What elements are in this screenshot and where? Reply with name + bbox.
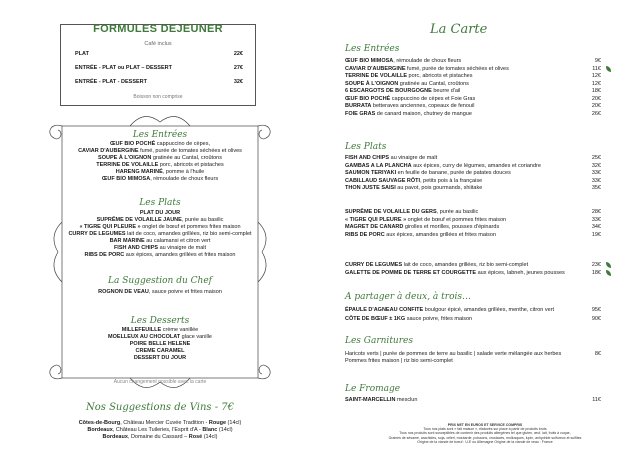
dish-description: fumé, purée de tomates séchées et olives bbox=[405, 65, 509, 72]
dish-description: , rémoulade de choux fleurs bbox=[393, 58, 462, 64]
dish-description: aux épices, labneh, jeunes pousses bbox=[476, 269, 565, 276]
menu-row bbox=[345, 103, 615, 110]
menu-row bbox=[345, 185, 615, 192]
left-plats-list bbox=[40, 210, 280, 259]
list-item: ŒUF BIO POCHÉ cappuccino de cèpes, bbox=[110, 141, 210, 147]
section-title-desserts: Les Desserts bbox=[130, 316, 190, 326]
menu-row bbox=[345, 73, 615, 80]
list-item: Bordeaux, Domaine du Cassard – Rosé (14cl) bbox=[102, 434, 218, 440]
dish-name: GAMBAS A LA PLANCHA bbox=[345, 162, 412, 169]
section-title-entrees: Les Entrées bbox=[345, 44, 400, 54]
list-item: RIBS DE PORC aux épices, amandes grillées et frites maison bbox=[84, 252, 236, 258]
list-item: ŒUF BIO MIMOSA, rémoulade de choux fleurs bbox=[101, 176, 219, 182]
menu-row bbox=[345, 224, 615, 231]
frame-flourish-br bbox=[258, 365, 270, 379]
menu-row bbox=[345, 232, 615, 239]
left-entrees-list bbox=[40, 141, 280, 183]
footer-line: Tous nos plats sont « fait maison », élaborés sur place à partir de produits bruts bbox=[423, 427, 547, 432]
section-title-chef: La Suggestion du Chef bbox=[108, 276, 212, 286]
dish-name: CAVIAR D'AUBERGINE bbox=[345, 65, 406, 72]
footer-line: Graines de sésame, arachides, soja, céleri, moutarde, poissons, crustacés, mollusques, lupin, anhydride sulfureux et sulfites bbox=[388, 435, 582, 440]
dish-price: 12€ bbox=[591, 80, 601, 87]
list-item: HARENG MARINÉ, pomme à l'huile bbox=[115, 169, 205, 175]
dish-name: FOIE GRAS bbox=[345, 110, 376, 117]
dish-price: 33€ bbox=[591, 216, 601, 223]
dish-price: 34€ bbox=[591, 224, 601, 230]
menu-row bbox=[345, 307, 615, 314]
left-desserts-list bbox=[40, 327, 280, 362]
menu-row bbox=[345, 316, 615, 323]
dish-description: de canard maison, chutney de mangue bbox=[375, 110, 472, 117]
formule-row: ENTRÉE - PLAT - DESSERT 32€ bbox=[75, 79, 243, 85]
dish-price: 20€ bbox=[591, 95, 601, 102]
formule-row: ENTRÉE - PLAT ou PLAT – DESSERT 27€ bbox=[75, 65, 243, 71]
dish-description: beurre d'ail bbox=[431, 88, 461, 94]
menu-row bbox=[345, 66, 615, 73]
garnitures-line: Haricots verts | purée de pommes de terre au basilic | salade verte mélangée aux herbes 8€ bbox=[345, 351, 601, 357]
list-item: « TIGRE QUI PLEURE » onglet de bœuf et pommes frites maison bbox=[79, 224, 241, 230]
dish-price: 18€ bbox=[591, 269, 601, 276]
section-title-entrees: Les Entrées bbox=[132, 130, 188, 140]
dish-name: MAGRET DE CANARD bbox=[345, 224, 404, 230]
menu-row bbox=[345, 262, 615, 269]
dish-description: aux épices, amandes grillées et frites maison bbox=[384, 231, 497, 238]
list-item: CURRY DE LEGUMES lait de coco, amandes grillées, riz bio semi-complet bbox=[68, 231, 252, 237]
carte-title: La Carte bbox=[430, 22, 488, 37]
dish-price: 23€ bbox=[591, 262, 601, 268]
section-title-vins: Nos Suggestions de Vins - 7€ bbox=[86, 402, 234, 413]
dish-price: 20€ bbox=[591, 103, 601, 109]
list-item: ROGNON DE VEAU, sauce poivre et frites maison bbox=[98, 289, 222, 295]
menu-row bbox=[345, 96, 615, 103]
footer-line: Origine de la viande de bœuf : U.E ou Allemagne Origine de la viande de veau : France bbox=[417, 439, 553, 444]
dish-name: THON JUSTE SAISI bbox=[345, 185, 396, 191]
menu-row: SAINT-MARCELLIN mesclun 11€ bbox=[345, 397, 601, 403]
section-title-partager: A partager à deux, à trois… bbox=[345, 292, 471, 302]
vegetarian-leaf-icon bbox=[606, 270, 611, 276]
dish-description: boulgour épicé, amandes grillées, menthe, citron vert bbox=[423, 307, 555, 313]
frame-flourish-top bbox=[130, 116, 190, 126]
dish-description: , petits pois à la française bbox=[420, 177, 483, 184]
list-item: Côtes-de-Bourg, Château Mercier Cuvée Tradition - Rouge (14cl) bbox=[78, 420, 242, 426]
dish-name: CÔTE DE BŒUF ± 1KG bbox=[345, 316, 406, 322]
dish-price: 32€ bbox=[591, 162, 601, 169]
dish-description: porc, abricots et pistaches bbox=[407, 73, 473, 79]
dish-name: FISH AND CHIPS bbox=[345, 155, 390, 161]
dish-price: 33€ bbox=[591, 170, 601, 176]
menu-row bbox=[345, 81, 615, 88]
dish-price: 25€ bbox=[591, 155, 601, 161]
dish-description: lait de coco, amandes grillées, riz bio semi-complet bbox=[402, 262, 529, 268]
menu-row bbox=[345, 209, 615, 216]
dish-price: 19€ bbox=[591, 231, 601, 238]
dish-name: 6 ESCARGOTS DE BOURGOGNE bbox=[345, 88, 432, 94]
list-item: CREME CARAMEL bbox=[135, 348, 185, 354]
dish-name: BURRATA bbox=[345, 103, 372, 109]
dish-name: GALETTE DE POMME DE TERRE ET COURGETTE bbox=[345, 269, 477, 276]
dish-name: ŒUF BIO MIMOSA bbox=[345, 58, 394, 64]
dish-description: , purée au basilic bbox=[436, 209, 479, 215]
section-title-fromage: Le Fromage bbox=[345, 384, 401, 394]
dish-price: 11€ bbox=[592, 65, 601, 72]
menu-row bbox=[345, 88, 615, 95]
list-item: TERRINE DE VOLAILLE porc, abricots et pistaches bbox=[96, 162, 224, 168]
list-item: MILLEFEUILLE crème vanillée bbox=[121, 327, 199, 333]
dish-description: cappuccino de cèpes et Foie Gras bbox=[390, 95, 476, 102]
menu-row bbox=[345, 163, 615, 170]
dish-name: ÉPAULE D'AGNEAU CONFITE bbox=[345, 307, 424, 313]
menu-row bbox=[345, 155, 615, 162]
vegetarian-leaf-icon bbox=[606, 262, 611, 268]
list-item: Bordeaux, Château Les Tuileries, l'Esprit d'A - Blanc (14cl) bbox=[87, 427, 233, 433]
vegetarian-leaf-icon bbox=[606, 66, 611, 72]
dish-name: RIBS DE PORC bbox=[345, 231, 385, 238]
section-title-garnitures: Les Garnitures bbox=[345, 336, 413, 346]
no-change-note: Aucun changement possible avec la carte bbox=[113, 379, 207, 385]
dish-name: SAUMON TERIYAKI bbox=[345, 170, 397, 176]
dish-name: « TIGRE QUI PLEURE » bbox=[345, 216, 407, 223]
dish-description: au pavot, pois gourmands, shiitake bbox=[395, 185, 483, 191]
list-item: CAVIAR D'AUBERGINE fumé, purée de tomates séchées et olives bbox=[78, 148, 242, 154]
list-item: SUPRÊME DE VOLAILLE JAUNE, purée au basilic bbox=[96, 217, 224, 223]
formules-subtitle: Café inclus bbox=[144, 41, 172, 47]
menu-row bbox=[345, 111, 615, 118]
list-item: SOUPE À L'OIGNON gratinée au Cantal, croûtons bbox=[98, 155, 222, 161]
dish-price: 95€ bbox=[591, 307, 601, 313]
list-item: PLAT DU JOUR bbox=[139, 210, 181, 216]
section-title-plats: Les Plats bbox=[139, 198, 181, 208]
dish-description: onglet de bœuf et pommes frites maison bbox=[406, 216, 507, 223]
dish-description: betteraves anciennes, copeaux de fenouil bbox=[371, 103, 475, 109]
footer-line: Tous nos produits sont susceptibles de contenir des produits allergènes tel que gluten, œuf, lait, fruits à coque, bbox=[399, 431, 571, 436]
dish-price: 35€ bbox=[591, 185, 601, 191]
dish-description: en feuille de banane, purée de patates douces bbox=[396, 170, 511, 176]
dish-price: 9€ bbox=[594, 58, 601, 64]
dish-price: 26€ bbox=[591, 110, 601, 117]
dish-name: CURRY DE LEGUMES bbox=[345, 262, 403, 268]
menu-row bbox=[345, 170, 615, 177]
dish-description: girolles et morilles, pousses d'épinards bbox=[403, 224, 500, 230]
dish-name: SUPRÊME DE VOLAILLE DU GERS bbox=[345, 209, 437, 215]
list-item: POIRE BELLE HELENE bbox=[129, 341, 191, 347]
dish-description: au vinaigre de malt bbox=[389, 155, 438, 161]
dish-name: CABILLAUD SAUVAGE RÔTI bbox=[345, 177, 421, 184]
section-title-plats: Les Plats bbox=[345, 142, 387, 152]
dish-price: 28€ bbox=[591, 209, 601, 215]
dish-name: TERRINE DE VOLAILLE bbox=[345, 73, 408, 79]
garnitures-line: Pommes frites maison | riz bio semi-complet bbox=[345, 358, 453, 364]
dish-name: ŒUF BIO POCHÉ bbox=[345, 95, 391, 102]
list-item: MOELLEUX AU CHOCOLAT glace vanille bbox=[108, 334, 212, 340]
left-chef-list bbox=[40, 289, 280, 296]
formules-title: FORMULES DEJEUNER bbox=[93, 23, 223, 35]
footer-line: PRIX NET EN EUROS ET SERVICE COMPRIS bbox=[447, 423, 523, 427]
dish-price: 18€ bbox=[591, 88, 601, 94]
dish-price: 33€ bbox=[591, 177, 601, 184]
menu-row bbox=[345, 270, 615, 277]
dish-description: aux épices, curry de légumes, amandes et coriandre bbox=[411, 162, 541, 169]
formules-note: Boisson non comprise bbox=[133, 94, 183, 100]
left-vins-list bbox=[40, 420, 280, 441]
dish-price: 12€ bbox=[591, 73, 601, 79]
dish-name: SOUPE À L'OIGNON bbox=[345, 80, 399, 87]
menu-row bbox=[345, 58, 615, 65]
formules-box bbox=[60, 24, 256, 106]
dish-price: 90€ bbox=[591, 316, 601, 322]
dish-description: sauce poivre, frites maison bbox=[405, 316, 473, 322]
footer-notes bbox=[340, 423, 630, 444]
frame-flourish-bl bbox=[50, 365, 62, 379]
dish-description: gratinée au Cantal, croûtons bbox=[398, 80, 469, 87]
list-item: DESSERT DU JOUR bbox=[133, 355, 187, 361]
list-item: BAR MARINE au calamansi et citron vert bbox=[109, 238, 211, 244]
menu-row bbox=[345, 178, 615, 185]
list-item: FISH AND CHIPS au vinaigre de malt bbox=[113, 245, 207, 251]
menu-row bbox=[345, 217, 615, 224]
formule-row: PLAT 22€ bbox=[75, 51, 243, 57]
